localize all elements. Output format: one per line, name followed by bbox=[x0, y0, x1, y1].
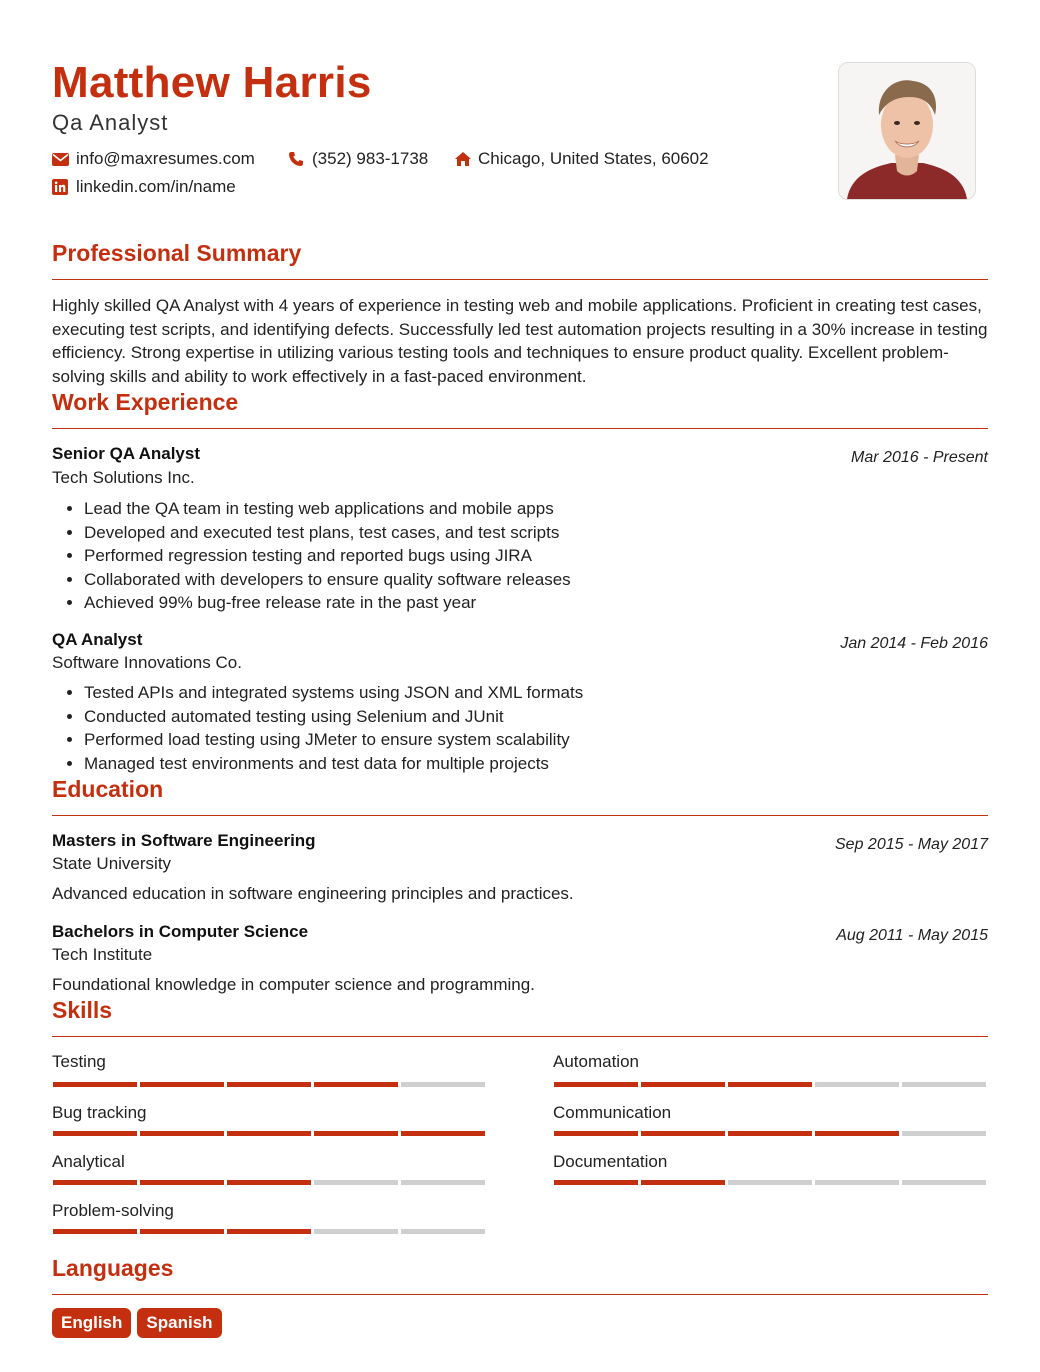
list-item: • Conducted automated testing using Selenium and JUnit bbox=[84, 705, 583, 729]
list-item: • Achieved 99% bug-free release rate in the past year bbox=[84, 591, 571, 615]
skill-name: Automation bbox=[553, 1052, 639, 1071]
skill-segment-empty bbox=[314, 1229, 398, 1234]
phone-icon bbox=[288, 150, 306, 168]
skill-name: Problem-solving bbox=[52, 1201, 174, 1220]
job-date: Jan 2014 - Feb 2016 bbox=[840, 635, 988, 652]
skill-segment-filled bbox=[140, 1229, 224, 1234]
summary-text: Highly skilled QA Analyst with 4 years of experience in testing web and mobile applications. Proficient in creating test cases, executing test scripts, and identifying defects. Successfully led test automation projects resulting in a 30% increase in testing efficiency. Strong expertise in utilizing various testing tools and techniques to ensure product quality. Excellent problem-solving skills and ability to work effectively in a fast-paced environment. bbox=[52, 296, 988, 386]
envelope-icon bbox=[52, 150, 70, 168]
skill-segment-empty bbox=[314, 1180, 398, 1185]
skill-bar bbox=[53, 1082, 485, 1087]
skill-bar bbox=[53, 1131, 485, 1136]
skill-segment-filled bbox=[815, 1131, 899, 1136]
list-item: • Developed and executed test plans, test cases, and test scripts bbox=[84, 521, 571, 545]
skill-segment-empty bbox=[815, 1180, 899, 1185]
skill-name: Bug tracking bbox=[52, 1103, 147, 1122]
skill-segment-empty bbox=[401, 1180, 485, 1185]
job-date: Mar 2016 - Present bbox=[851, 449, 988, 466]
skill-segment-filled bbox=[641, 1082, 725, 1087]
skill-name: Communication bbox=[553, 1103, 672, 1122]
skill-segment-filled bbox=[140, 1082, 224, 1087]
list-item: • Lead the QA team in testing web applications and mobile apps bbox=[84, 497, 571, 521]
experience-divider bbox=[52, 428, 988, 429]
education-divider bbox=[52, 815, 988, 816]
skill-segment-filled bbox=[554, 1131, 638, 1136]
degree-description: Advanced education in software engineering principles and practices. bbox=[52, 884, 574, 903]
profile-photo bbox=[838, 62, 976, 200]
job-title: QA Analyst bbox=[52, 630, 143, 649]
linkedin-icon bbox=[52, 178, 70, 196]
email-contact[interactable] bbox=[52, 149, 255, 169]
job-company: Tech Solutions Inc. bbox=[52, 468, 195, 487]
skill-bar bbox=[554, 1180, 986, 1185]
skill-segment-filled bbox=[227, 1229, 311, 1234]
skill-segment-filled bbox=[53, 1180, 137, 1185]
skill-segment-filled bbox=[401, 1131, 485, 1136]
list-item: • Performed regression testing and reported bugs using JIRA bbox=[84, 544, 571, 568]
skill-segment-empty bbox=[728, 1180, 812, 1185]
job-bullets bbox=[52, 497, 571, 615]
phone-contact[interactable] bbox=[288, 149, 428, 169]
degree-date: Sep 2015 - May 2017 bbox=[835, 836, 988, 853]
job-title: Senior QA Analyst bbox=[52, 444, 200, 463]
job-bullets bbox=[52, 681, 583, 775]
email-text: info@maxresumes.com bbox=[76, 149, 255, 168]
degree-title: Bachelors in Computer Science bbox=[52, 922, 309, 941]
skills-heading: Skills bbox=[52, 997, 113, 1023]
school-name: State University bbox=[52, 854, 172, 873]
languages-divider bbox=[52, 1294, 988, 1295]
job-company: Software Innovations Co. bbox=[52, 653, 242, 672]
degree-title: Masters in Software Engineering bbox=[52, 831, 316, 850]
skill-segment-filled bbox=[554, 1180, 638, 1185]
skill-segment-filled bbox=[227, 1131, 311, 1136]
skill-segment-filled bbox=[641, 1131, 725, 1136]
education-heading: Education bbox=[52, 776, 164, 802]
linkedin-text: linkedin.com/in/name bbox=[76, 177, 236, 196]
skill-name: Analytical bbox=[52, 1152, 125, 1171]
experience-heading: Work Experience bbox=[52, 389, 239, 415]
skill-segment-filled bbox=[314, 1082, 398, 1087]
skill-segment-filled bbox=[53, 1082, 137, 1087]
candidate-name: Matthew Harris bbox=[52, 58, 372, 107]
summary-divider bbox=[52, 279, 988, 280]
phone-text: (352) 983-1738 bbox=[312, 149, 429, 168]
home-icon bbox=[454, 150, 472, 168]
skill-bar bbox=[53, 1180, 485, 1185]
skill-segment-filled bbox=[140, 1131, 224, 1136]
skill-segment-filled bbox=[53, 1229, 137, 1234]
skill-segment-filled bbox=[314, 1131, 398, 1136]
language-tag-english: English bbox=[52, 1308, 131, 1338]
school-name: Tech Institute bbox=[52, 945, 153, 964]
degree-description: Foundational knowledge in computer science and programming. bbox=[52, 975, 535, 994]
skill-name: Documentation bbox=[553, 1152, 668, 1171]
skill-segment-empty bbox=[401, 1229, 485, 1234]
skill-bar bbox=[554, 1131, 986, 1136]
location-contact bbox=[454, 149, 709, 169]
skill-bar bbox=[554, 1082, 986, 1087]
skill-segment-filled bbox=[227, 1082, 311, 1087]
skill-segment-filled bbox=[554, 1082, 638, 1087]
skill-name: Testing bbox=[52, 1052, 106, 1071]
languages-heading: Languages bbox=[52, 1255, 174, 1281]
candidate-role: Qa Analyst bbox=[52, 110, 169, 135]
skills-divider bbox=[52, 1036, 988, 1037]
list-item: • Performed load testing using JMeter to ensure system scalability bbox=[84, 728, 583, 752]
skill-segment-filled bbox=[227, 1180, 311, 1185]
list-item: • Managed test environments and test data for multiple projects bbox=[84, 752, 583, 776]
language-tag-spanish: Spanish bbox=[137, 1308, 221, 1338]
skill-segment-empty bbox=[401, 1082, 485, 1087]
linkedin-contact[interactable] bbox=[52, 177, 236, 197]
skill-segment-filled bbox=[641, 1180, 725, 1185]
skill-segment-filled bbox=[728, 1131, 812, 1136]
skill-segment-filled bbox=[53, 1131, 137, 1136]
degree-date: Aug 2011 - May 2015 bbox=[836, 927, 988, 944]
skill-segment-empty bbox=[902, 1082, 986, 1087]
skill-segment-empty bbox=[902, 1131, 986, 1136]
location-text: Chicago, United States, 60602 bbox=[478, 149, 709, 168]
summary-heading: Professional Summary bbox=[52, 240, 302, 266]
skill-segment-filled bbox=[140, 1180, 224, 1185]
skill-segment-empty bbox=[815, 1082, 899, 1087]
skill-bar bbox=[53, 1229, 485, 1234]
skill-segment-filled bbox=[728, 1082, 812, 1087]
skill-segment-empty bbox=[902, 1180, 986, 1185]
list-item: • Tested APIs and integrated systems using JSON and XML formats bbox=[84, 681, 583, 705]
language-tags bbox=[52, 1308, 222, 1338]
list-item: • Collaborated with developers to ensure quality software releases bbox=[84, 568, 571, 592]
